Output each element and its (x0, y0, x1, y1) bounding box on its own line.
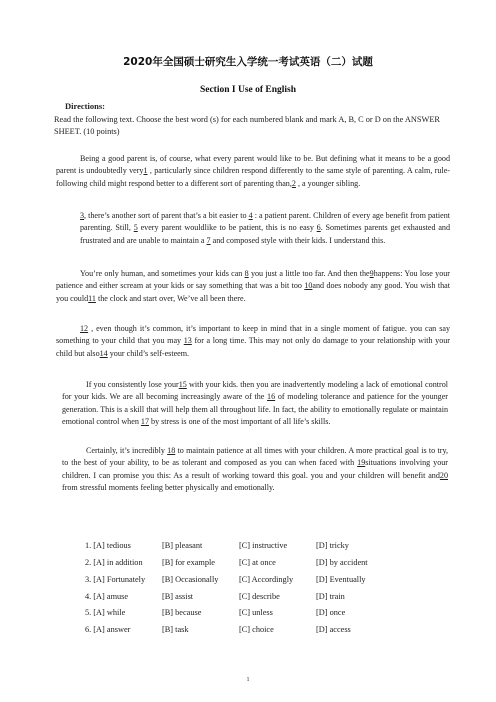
option-d: [D] access (316, 625, 351, 635)
option-d: [D] Eventually (316, 574, 366, 584)
blank-15: 15 (178, 380, 187, 389)
paragraph-6: Certainly, it’s incredibly 18 to maintain patience at all times with your children. A more practical goal is to try, to the best of your ability, to be as tolerant and composed as you can when faced with 19situations involving your children. I can promise you this: As a result of working toward this goal. you and your children will benefit and20 from stressful moments feeling better physically and emotionally. (62, 446, 448, 492)
option-b: [B] Occasionally (162, 574, 219, 584)
blank-16: 16 (267, 392, 276, 402)
option-a: 3. [A] Fortunately (85, 574, 146, 584)
option-b: [B] task (162, 625, 189, 635)
option-b: [B] assist (162, 591, 194, 601)
answer-options (85, 538, 435, 639)
option-row-6 (85, 622, 435, 639)
page-title: 2020年全国硕士研究生入学统一考试英语（二）试题 (123, 56, 373, 68)
blank-7: 7 (206, 235, 211, 245)
paragraph-5: If you consistently lose your15 with your kids. then you are inadvertently modeling a lack of emotional control for your kids. We are all becoming increasingly aware of the 16 of modeling tolerance and patience for the younger generation. This is a skill that will help them all throughout life. In fact, the ability to emotionally regulate or maintain emotional control when 17 by stress is one of the most important of all life’s skills. (62, 380, 449, 426)
paragraph-2: 3, there’s another sort of parent that’s a bit easier to 4 : a patient parent. Children of every age benefit from patient parenting. Still, 5 every parent wouldlike to be patient, this is no easy 6. Sometimes parents get exhausted and frustrated and are unable to maintain a 7 and composed style with their kids. I understand this. (80, 211, 451, 245)
blank-14: 14 (99, 348, 108, 358)
option-row-3 (85, 572, 435, 589)
blank-10: 10 (304, 281, 313, 291)
blank-8: 8 (244, 269, 249, 278)
option-row-4 (85, 588, 435, 605)
option-c: [C] unless (239, 608, 273, 618)
blank-20: 20 (439, 470, 448, 480)
option-d: [D] tricky (316, 541, 349, 551)
option-a: 6. [A] answer (85, 625, 131, 635)
blank-1: 1 (143, 166, 148, 176)
option-c: [C] instructive (239, 541, 288, 551)
blank-17: 17 (140, 416, 149, 426)
option-d: [D] once (316, 608, 346, 618)
blank-2: 2 (291, 178, 296, 188)
blank-5: 5 (133, 223, 138, 233)
directions-label: Directions: (65, 101, 105, 111)
paragraph-3: You’re only human, and sometimes your kids can 8 you just a little too far. And then the9happens: You lose your patience and either scream at your kids or say something that was a bit too 10and does nobody any good. You wish that you could11 the clock and start over, We’ve all been there. (56, 269, 450, 303)
option-a: 4. [A] amuse (85, 591, 129, 601)
option-a: 2. [A] in addition (85, 557, 143, 567)
option-a: 1. [A] tedious (85, 541, 131, 551)
option-b: [B] because (162, 608, 202, 618)
blank-18: 18 (167, 446, 176, 455)
option-row-1 (85, 538, 435, 555)
option-d: [D] train (316, 591, 345, 601)
blank-6: 6 (316, 223, 321, 233)
blank-11: 11 (88, 293, 96, 303)
directions-text: Read the following text. Choose the best word (s) for each numbered blank and mark A, B, C or D on the ANSWER SHEET. (10 points) (54, 115, 440, 137)
option-c: [C] Accordingly (239, 574, 294, 584)
blank-12: 12 (80, 324, 89, 333)
option-d: [D] by accident (316, 557, 368, 567)
option-b: [B] pleasant (162, 541, 203, 551)
option-b: [B] for example (162, 557, 215, 567)
option-c: [C] describe (239, 591, 280, 601)
blank-4: 4 (248, 211, 253, 220)
blank-13: 13 (183, 336, 192, 346)
option-c: [C] at once (239, 557, 276, 567)
blank-3: 3 (80, 211, 85, 220)
option-row-5 (85, 605, 435, 622)
paragraph-4: 12 , even though it’s common, it’s important to keep in mind that in a single moment of fatigue. you can say something to your child that you may 13 for a long time. This may not only do damage to your relationship with your child but also14 your child’s self-esteem. (56, 324, 450, 358)
option-row-2 (85, 555, 435, 572)
option-c: [C] choice (239, 625, 274, 635)
page-number: 1 (246, 677, 250, 683)
blank-19: 19 (357, 458, 366, 468)
option-a: 5. [A] while (85, 608, 126, 618)
paragraph-1: Being a good parent is, of course, what every parent would like to be. But defining what it means to be a good parent is undoubtedly very1 , particularly since children respond differently to the same style of parenting. A calm, rule-following child might respond better to a different sort of parenting than,2 , a younger sibling. (56, 154, 450, 188)
section-heading: Section I Use of English (199, 85, 297, 95)
blank-9: 9 (369, 269, 374, 278)
